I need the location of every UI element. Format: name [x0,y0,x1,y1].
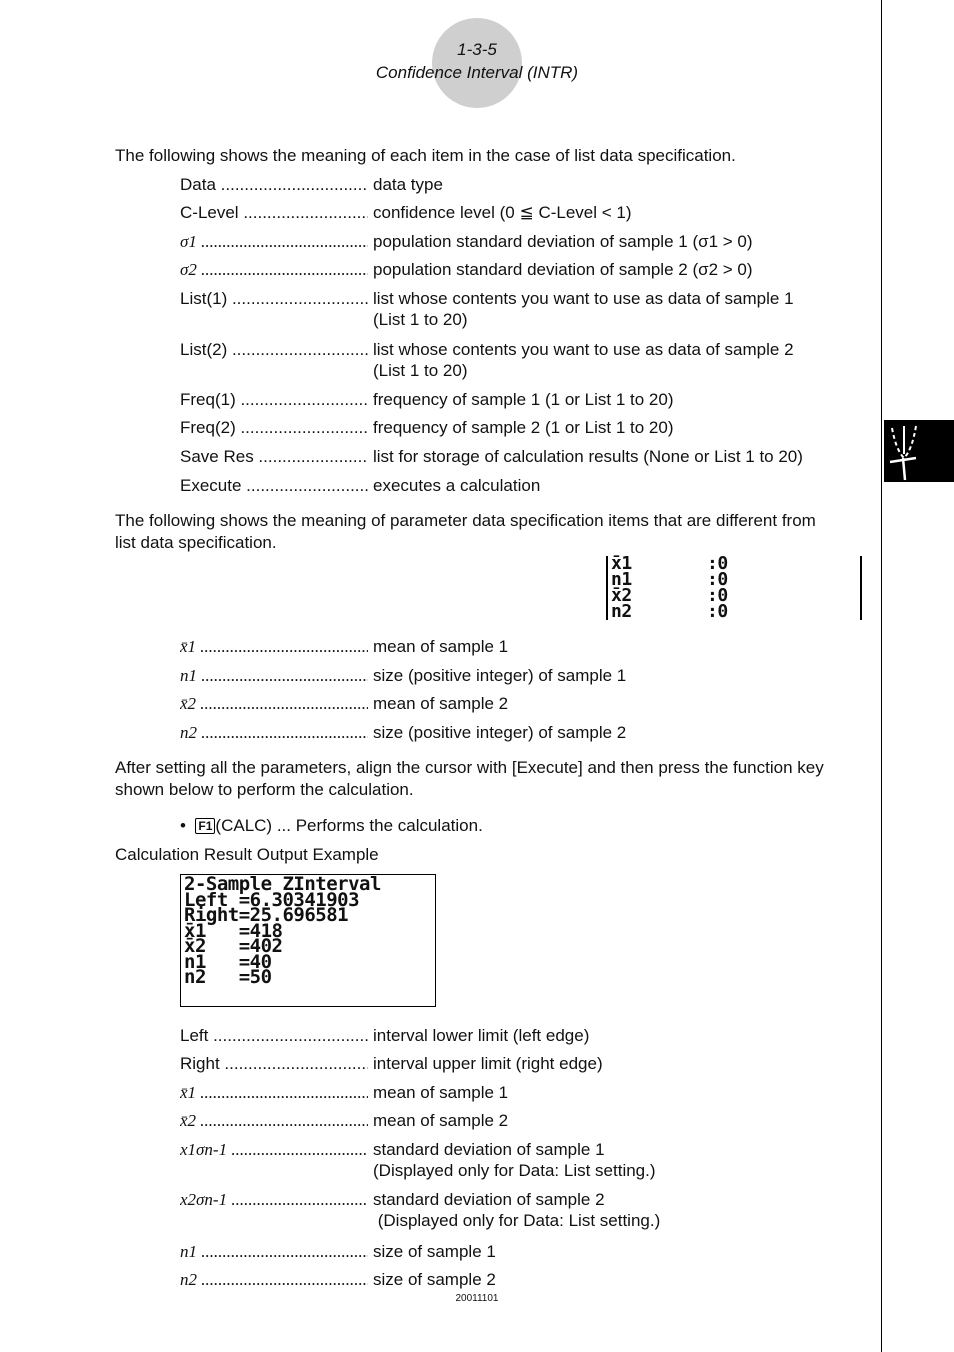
item-term: Execute ..... [180,475,368,497]
param-item [180,665,860,687]
result-item [180,1139,860,1180]
page-number: 1-3-5 [457,40,497,59]
f1-key-icon: F1 [195,818,215,834]
list-item [180,389,860,411]
page-title: Confidence Interval (INTR) [375,63,579,82]
item-term: List(2) ..... [180,339,368,361]
result-item [180,1082,860,1104]
screen-value: :0 [707,601,728,622]
item-term: Freq(2) ..... [180,417,368,439]
item-desc: frequency of sample 2 (1 or List 1 to 20) [373,418,674,437]
intro-list-paragraph: The following shows the meaning of each item in the case of list data specification. [115,146,736,165]
screen-label: n2 [611,601,632,622]
item-term: σ1 ..... [180,231,368,253]
item-term: x1σn-1 ..... [180,1139,368,1161]
parameter-screen [606,553,862,622]
item-term: Right ..... [180,1053,368,1075]
item-term: n2 ..... [180,1269,368,1291]
screen-line: n1 =40 [184,950,272,973]
item-desc: size (positive integer) of sample 2 [373,723,627,742]
screen-line: Right=25.696581 [184,904,349,926]
screen-right-border [860,556,862,620]
item-desc: mean of sample 2 [373,694,509,713]
bullet-dot: • [180,816,196,835]
item-term: n1 ..... [180,1241,368,1263]
item-term: σ2 ..... [180,259,368,281]
item-desc: standard deviation of sample 2 [373,1190,605,1209]
item-desc: frequency of sample 1 (1 or List 1 to 20) [373,390,674,409]
screen-line: Left =6.30341903 [184,888,360,911]
chapter-tab [884,420,954,482]
item-desc: data type [373,175,443,194]
item-term: Data ..... [180,174,368,196]
item-term: x̄1 ..... [180,636,368,658]
item-term: x̄1 ..... [180,1082,368,1104]
list-item [180,417,860,439]
item-desc: interval lower limit (left edge) [373,1026,590,1045]
list-item [180,288,860,329]
screen-line: x̄2 =402 [184,935,283,957]
item-desc: population standard deviation of sample 2 (σ2 > 0) [373,260,753,279]
list-item [180,174,860,196]
result-item [180,1241,860,1263]
item-desc: list whose contents you want to use as data of sample 2 [373,340,794,359]
item-term: x̄2 ..... [180,693,368,715]
screen-left-border [606,556,608,620]
list-item [180,202,860,224]
param-item [180,722,860,744]
item-term: Left ..... [180,1025,368,1047]
list-item [180,475,860,497]
statistics-graph-icon [884,420,954,482]
result-item [180,1025,860,1047]
list-item [180,446,860,468]
footer-code: 20011101 [455,1293,499,1304]
item-desc: list for storage of calculation results (None or List 1 to 20) [373,447,803,466]
screen-value: :0 [707,569,728,590]
screen-line: 2-Sample ZInterval [184,873,381,895]
item-desc: interval upper limit (right edge) [373,1054,603,1073]
list-item [180,259,860,281]
item-desc: list whose contents you want to use as data of sample 1 [373,289,794,308]
item-desc: mean of sample 1 [373,1083,509,1102]
screen-label: x̄1 [611,553,632,574]
item-term: Save Res ..... [180,446,368,468]
screen-label: n1 [611,569,632,590]
param-item [180,636,860,658]
result-item [180,1110,860,1132]
calc-bullet [180,815,483,837]
item-term: List(1) ..... [180,288,368,310]
result-heading: Calculation Result Output Example [115,845,379,864]
param-item [180,693,860,715]
item-desc-continued: (Displayed only for Data: List setting.) [373,1161,656,1180]
item-desc: confidence level (0 ≦ C-Level < 1) [373,203,632,222]
item-desc: size of sample 2 [373,1270,496,1289]
item-term: n1 ..... [180,665,368,687]
item-desc: size (positive integer) of sample 1 [373,666,627,685]
result-item [180,1189,860,1230]
item-desc: standard deviation of sample 1 [373,1140,605,1159]
screen-line: n2 =50 [184,966,272,988]
item-desc: size of sample 1 [373,1242,496,1261]
after-setting-paragraph: After setting all the parameters, align the cursor with [Execute] and then press the function key shown below to perform the calculation. [115,758,824,799]
item-term: n2 ..... [180,722,368,744]
item-desc-continued: (List 1 to 20) [373,310,468,329]
list-item [180,339,860,380]
item-desc: mean of sample 1 [373,637,509,656]
result-item [180,1053,860,1075]
item-term: x̄2 ..... [180,1110,368,1132]
screen-value: :0 [707,585,728,606]
page-edge-rule [881,0,882,1352]
item-desc-continued: (List 1 to 20) [373,361,468,380]
list-item [180,231,860,253]
screen-line: x̄1 =418 [184,919,283,942]
item-desc: population standard deviation of sample 1 (σ1 > 0) [373,232,753,251]
item-term: Freq(1) ..... [180,389,368,411]
item-desc: mean of sample 2 [373,1111,509,1130]
item-term: C-Level ..... [180,202,368,224]
result-screen [180,874,436,1007]
screen-value: :0 [707,553,728,574]
result-item [180,1269,860,1291]
bullet-text: (CALC) ... Performs the calculation. [215,816,483,835]
intro-param-paragraph: The following shows the meaning of parameter data specification items that are different from list data specification. [115,511,816,552]
item-desc-continued: (Displayed only for Data: List setting.) [373,1211,661,1230]
screen-label: x̄2 [611,585,632,606]
item-term: x2σn-1 ..... [180,1189,368,1211]
item-desc: executes a calculation [373,476,541,495]
